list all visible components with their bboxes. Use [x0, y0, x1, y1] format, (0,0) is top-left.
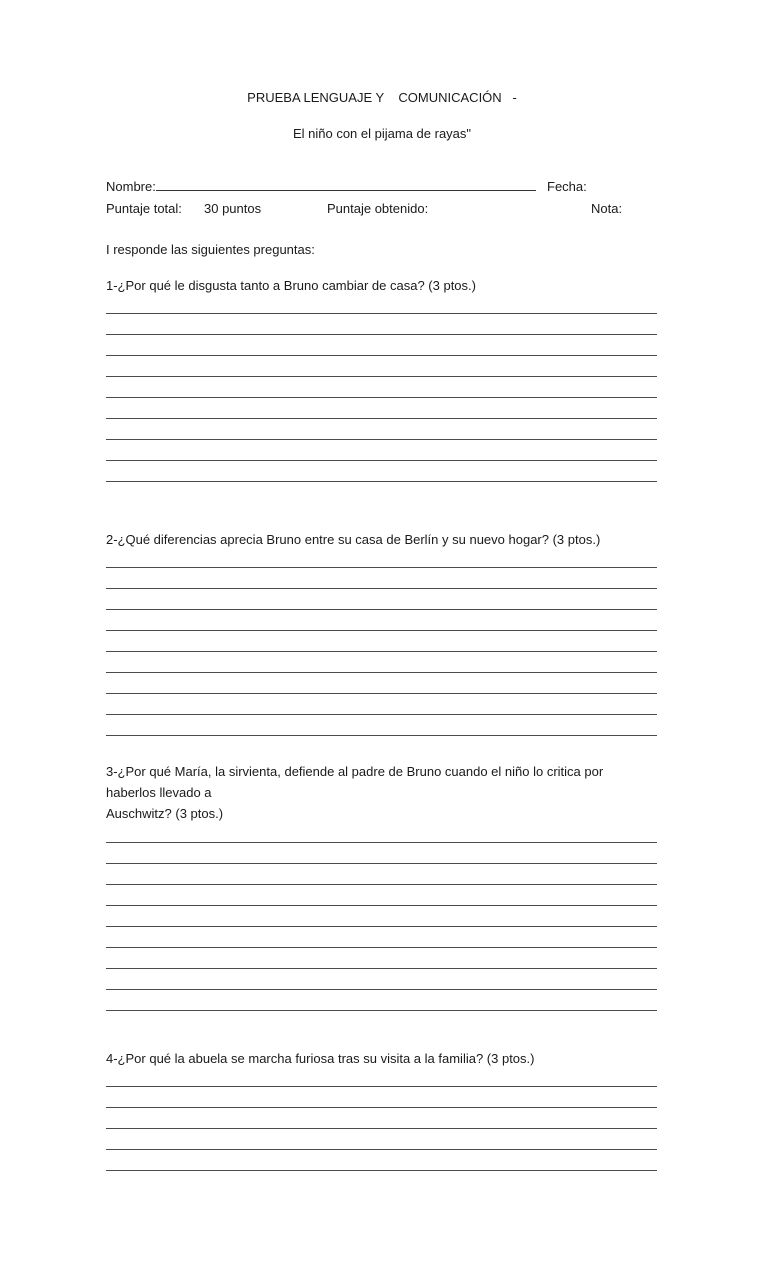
- answer-line[interactable]: [106, 377, 657, 398]
- answer-line[interactable]: [106, 885, 657, 906]
- answer-line[interactable]: [106, 589, 657, 610]
- answer-line[interactable]: [106, 419, 657, 440]
- total-score-label: Puntaje total:: [106, 201, 182, 216]
- answer-line[interactable]: [106, 906, 657, 927]
- question-3-line-1: 3-¿Por qué María, la sirvienta, defiende al padre de Bruno cuando el niño lo critica por: [106, 764, 604, 779]
- answer-line[interactable]: [106, 461, 657, 482]
- question-2: 2-¿Qué diferencias aprecia Bruno entre su casa de Berlín y su nuevo hogar? (3 ptos.): [106, 532, 601, 547]
- answer-line[interactable]: [106, 440, 657, 461]
- name-row: [106, 179, 536, 194]
- answer-lines-q4[interactable]: [106, 1066, 657, 1171]
- question-4: 4-¿Por qué la abuela se marcha furiosa tras su visita a la familia? (3 ptos.): [106, 1051, 535, 1066]
- answer-line[interactable]: [106, 673, 657, 694]
- date-label: Fecha:: [547, 179, 587, 194]
- answer-line[interactable]: [106, 927, 657, 948]
- answer-line[interactable]: [106, 1150, 657, 1171]
- name-label: Nombre:: [106, 179, 156, 194]
- answer-line[interactable]: [106, 1087, 657, 1108]
- answer-line[interactable]: [106, 610, 657, 631]
- answer-line[interactable]: [106, 1108, 657, 1129]
- answer-line[interactable]: [106, 822, 657, 843]
- answer-line[interactable]: [106, 864, 657, 885]
- answer-line[interactable]: [106, 631, 657, 652]
- obtained-score-label: Puntaje obtenido:: [327, 201, 429, 216]
- grade-label: Nota:: [591, 201, 623, 216]
- answer-line[interactable]: [106, 948, 657, 969]
- answer-line[interactable]: [106, 398, 657, 419]
- answer-line[interactable]: [106, 969, 657, 990]
- question-1: 1-¿Por qué le disgusta tanto a Bruno cambiar de casa? (3 ptos.): [106, 278, 476, 293]
- name-blank-field[interactable]: [156, 179, 536, 191]
- question-3-line-3: Auschwitz? (3 ptos.): [106, 806, 224, 821]
- answer-lines-q2[interactable]: [106, 547, 657, 736]
- answer-line[interactable]: [106, 314, 657, 335]
- answer-line[interactable]: [106, 1066, 657, 1087]
- answer-line[interactable]: [106, 715, 657, 736]
- question-3: [106, 761, 656, 824]
- answer-line[interactable]: [106, 356, 657, 377]
- answer-line[interactable]: [106, 694, 657, 715]
- answer-line[interactable]: [106, 547, 657, 568]
- answer-line[interactable]: [106, 843, 657, 864]
- answer-line[interactable]: [106, 1129, 657, 1150]
- test-title: PRUEBA LENGUAJE Y COMUNICACIÓN -: [247, 90, 517, 105]
- answer-line[interactable]: [106, 652, 657, 673]
- answer-lines-q3[interactable]: [106, 822, 657, 1011]
- answer-lines-q1[interactable]: [106, 293, 657, 482]
- total-score-value: 30 puntos: [204, 201, 262, 216]
- answer-line[interactable]: [106, 293, 657, 314]
- book-title: El niño con el pijama de rayas": [292, 126, 472, 141]
- answer-line[interactable]: [106, 568, 657, 589]
- answer-line[interactable]: [106, 335, 657, 356]
- answer-line[interactable]: [106, 990, 657, 1011]
- instructions: I responde las siguientes preguntas:: [106, 242, 315, 257]
- question-3-line-2: haberlos llevado a: [106, 785, 212, 800]
